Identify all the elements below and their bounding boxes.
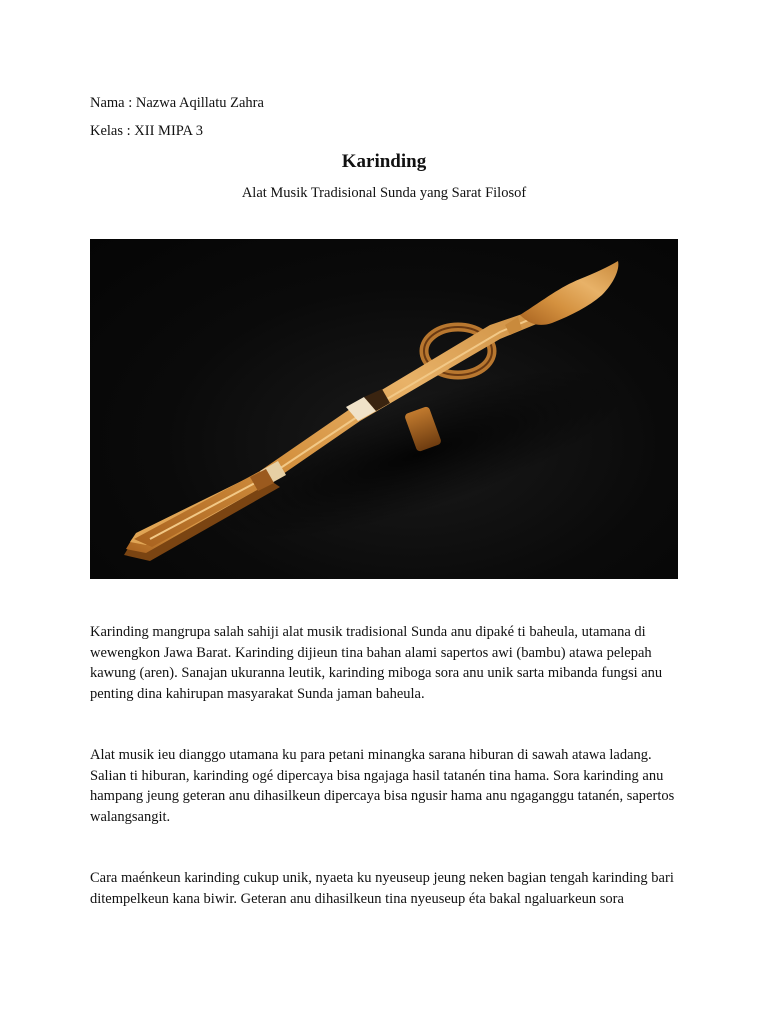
paragraph-3: Cara maénkeun karinding cukup unik, nyaeta ku nyeuseup jeung neken bagian tengah karinding bari ditempelkeun kana biwir. Geteran anu dihasilkeun tina nyeuseup éta bakal ngaluarkeun sora (90, 870, 674, 907)
paragraph-2: Alat musik ieu dianggo utamana ku para petani minangka sarana hiburan di sawah atawa ladang. Salian ti hiburan, karinding ogé dipercaya bisa ngajaga hasil tatanén tina hama. Sora karinding anu hampang jeung geteran anu dihasilkeun dipercaya bisa ngusir hama anu ngaganggu tatanén, sapertos walangsangit. (90, 747, 675, 825)
student-class-line: Kelas : XII MIPA 3 (90, 123, 204, 139)
document-subtitle: Alat Musik Tradisional Sunda yang Sarat Filosof (241, 185, 527, 201)
karinding-photo (90, 239, 678, 579)
student-name-line: Nama : Nazwa Aqillatu Zahra (90, 95, 264, 111)
paragraph-1: Karinding mangrupa salah sahiji alat musik tradisional Sunda anu dipaké ti baheula, utamana di wewengkon Jawa Barat. Karinding dijieun tina bahan alami sapertos awi (bambu) atawa pelepah kawung (aren). Sanajan ukuranna leutik, karinding miboga sora anu unik sarta mibanda fungsi anu penting dina kahirupan masyarakat Sunda jaman baheula. (90, 624, 663, 702)
karinding-illustration (90, 239, 678, 579)
document-title: Karinding (341, 151, 427, 172)
